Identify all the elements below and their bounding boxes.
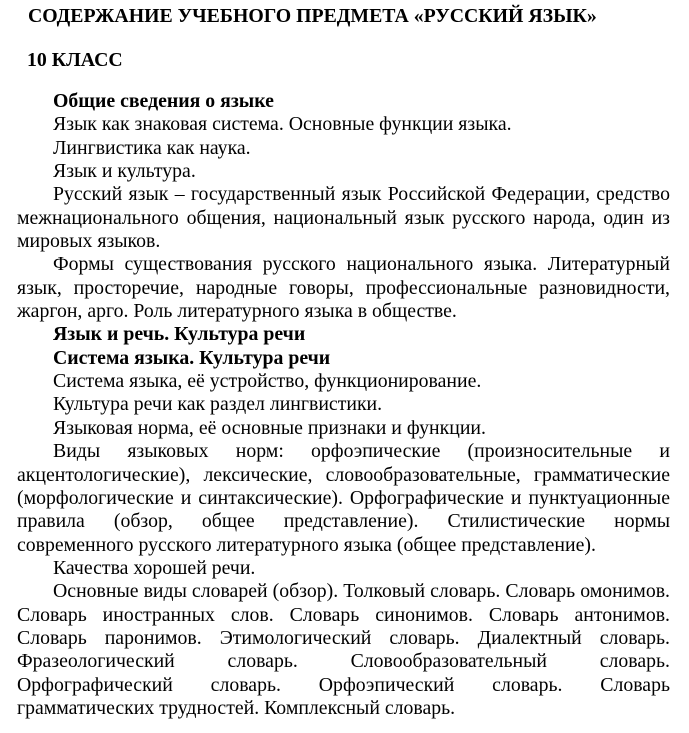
paragraph: Язык как знаковая система. Основные функции языка. [53,113,512,136]
document-title: СОДЕРЖАНИЕ УЧЕБНОГО ПРЕДМЕТА «РУССКИЙ ЯЗЫК» [28,5,597,27]
paragraph: Качества хорошей речи. [53,556,256,579]
paragraph: Основные виды словарей (обзор). Толковый словарь. Словарь омонимов. Словарь иностранных слов. Словарь синонимов. Словарь антонимов. Словарь паронимов. Этимологический словарь. Диалектный словарь. Фразеологический словарь. Словообразовательный словарь. Орфографический словарь. Орфоэпический словарь. Словарь грамматических трудностей. Комплексный словарь. [17,580,670,719]
paragraph: Виды языковых норм: орфоэпические (произносительные и акцентологические), лексические, словообразовательные, грамматические (морфологические и синтаксические). Орфографические и пунктуационные правила (обзор, общее представление). Стилистические нормы современного русского литературного языка (общее представление). [17,440,670,556]
paragraph: Культура речи как раздел лингвистики. [53,393,383,416]
section-heading: Общие сведения о языке [53,90,274,112]
document-body [17,90,670,720]
paragraph: Русский язык – государственный язык Российской Федерации, средство межнационального общения, национальный язык русского народа, один из мировых языков. [17,183,670,253]
paragraph: Формы существования русского национального языка. Литературный язык, просторечие, народные говоры, профессиональные разновидности, жаргон, арго. Роль литературного языка в обществе. [17,253,670,323]
paragraph: Лингвистика как наука. [53,136,251,159]
grade-heading: 10 КЛАСС [27,49,123,71]
section-heading: Система языка. Культура речи [53,346,331,369]
section-heading: Язык и речь. Культура речи [53,323,306,346]
paragraph: Язык и культура. [53,160,196,183]
paragraph: Система языка, её устройство, функционирование. [53,370,482,393]
paragraph: Языковая норма, её основные признаки и функции. [53,416,486,439]
